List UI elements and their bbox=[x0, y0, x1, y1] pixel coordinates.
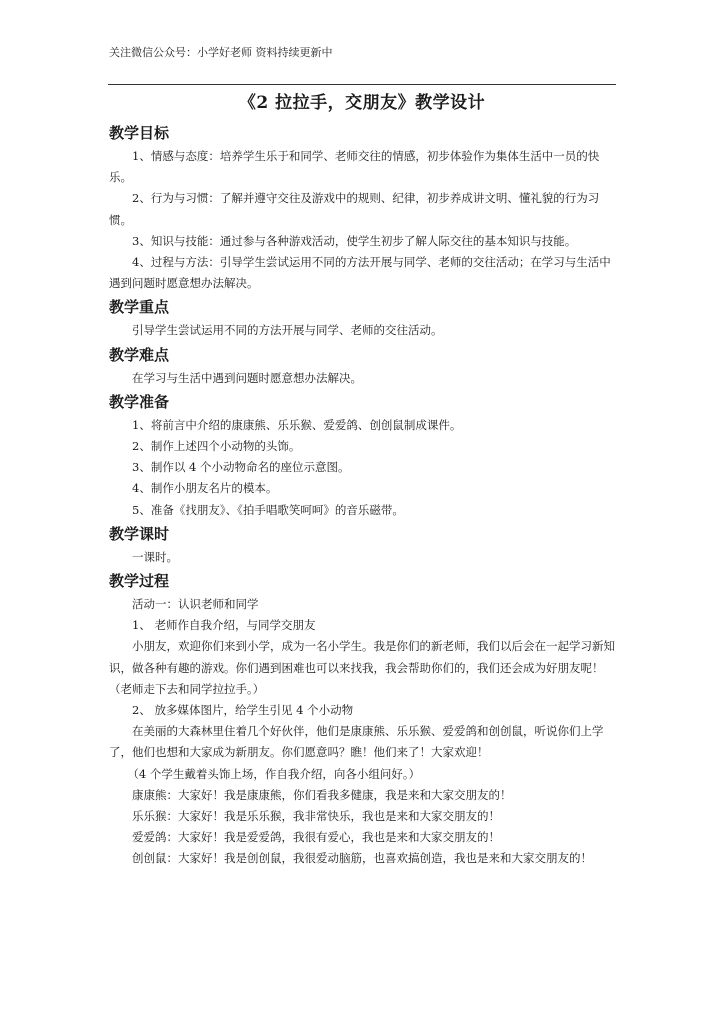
key-point-heading: 教学重点 bbox=[109, 298, 170, 317]
process-paragraph: （4 个学生戴着头饰上场，作自我介绍，向各小组问好。） bbox=[127, 766, 421, 781]
dialogue-line: 创创鼠：大家好！我是创创鼠，我很爱动脑筋，也喜欢搞创造，我也是来和大家交朋友的！ bbox=[132, 851, 592, 866]
process-paragraph: 2、 放多媒体图片，给学生引见 4 个小动物 bbox=[132, 703, 354, 718]
dialogue-line: 康康熊：大家好！我是康康熊，你们看我多健康，我是来和大家交朋友的！ bbox=[132, 787, 512, 802]
goal-item: 3、知识与技能：通过参与各种游戏活动，使学生初步了解人际交往的基本知识与技能。 bbox=[132, 233, 577, 248]
dialogue-line: 乐乐猴：大家好！我是乐乐猴，我非常快乐，我也是来和大家交朋友的！ bbox=[132, 809, 500, 824]
document-title: 《2 拉拉手，交朋友》教学设计 bbox=[238, 93, 486, 113]
goal-item: 4、过程与方法：引导学生尝试运用不同的方法开展与同学、老师的交往活动；在学习与生活中遇到问题时愿意想办法解决。 bbox=[109, 255, 611, 291]
process-paragraph: 活动一：认识老师和同学 bbox=[132, 597, 259, 612]
key-point-text: 引导学生尝试运用不同的方法开展与同学、老师的交往活动。 bbox=[132, 323, 443, 338]
process-paragraph: 在美丽的大森林里住着几个好伙伴，他们是康康熊、乐乐猴、爱爱鸽和创创鼠，听说你们上学了，他们也想和大家成为新朋友。你们愿意吗？瞧！他们来了！大家欢迎！ bbox=[109, 724, 604, 760]
header-note: 关注微信公众号：小学好老师 资料持续更新中 bbox=[109, 46, 333, 59]
goal-item: 2、行为与习惯：了解并遵守交往及游戏中的规则、纪律，初步养成讲文明、懂礼貌的行为习惯。 bbox=[109, 191, 600, 227]
difficulty-text: 在学习与生活中遇到问题时愿意想办法解决。 bbox=[132, 370, 362, 385]
preparation-item: 2、制作上述四个小动物的头饰。 bbox=[132, 439, 301, 454]
process-paragraph: 小朋友，欢迎你们来到小学，成为一名小学生。我是你们的新老师，我们以后会在一起学习新知识，做各种有趣的游戏。你们遇到困难也可以来找我，我会帮助你们的，我们还会成为好朋友呢！（老师走下去和同学拉拉手。） bbox=[109, 639, 615, 696]
dialogue-line: 爱爱鸽：大家好！我是爱爱鸽，我很有爱心，我也是来和大家交朋友的！ bbox=[132, 830, 500, 845]
process-paragraph: 1、 老师作自我介绍，与同学交朋友 bbox=[132, 618, 316, 633]
hours-text: 一课时。 bbox=[132, 549, 178, 564]
hours-heading: 教学课时 bbox=[109, 524, 170, 543]
goals-heading: 教学目标 bbox=[109, 124, 170, 142]
preparation-item: 3、制作以 4 个小动物命名的座位示意图。 bbox=[132, 460, 350, 475]
document-body bbox=[109, 120, 617, 870]
preparation-heading: 教学准备 bbox=[109, 392, 170, 411]
goal-item: 1、情感与态度：培养学生乐于和同学、老师交往的情感，初步体验作为集体生活中一员的快乐。 bbox=[109, 149, 600, 185]
header-divider bbox=[108, 84, 616, 85]
preparation-item: 4、制作小朋友名片的模本。 bbox=[132, 481, 278, 496]
preparation-item: 5、准备《找朋友》、《拍手唱歌笑呵呵》的音乐磁带。 bbox=[132, 502, 404, 517]
difficulty-heading: 教学难点 bbox=[109, 345, 170, 364]
preparation-item: 1、将前言中介绍的康康熊、乐乐猴、爱爱鸽、创创鼠制成课件。 bbox=[132, 417, 462, 432]
process-heading: 教学过程 bbox=[109, 572, 170, 591]
